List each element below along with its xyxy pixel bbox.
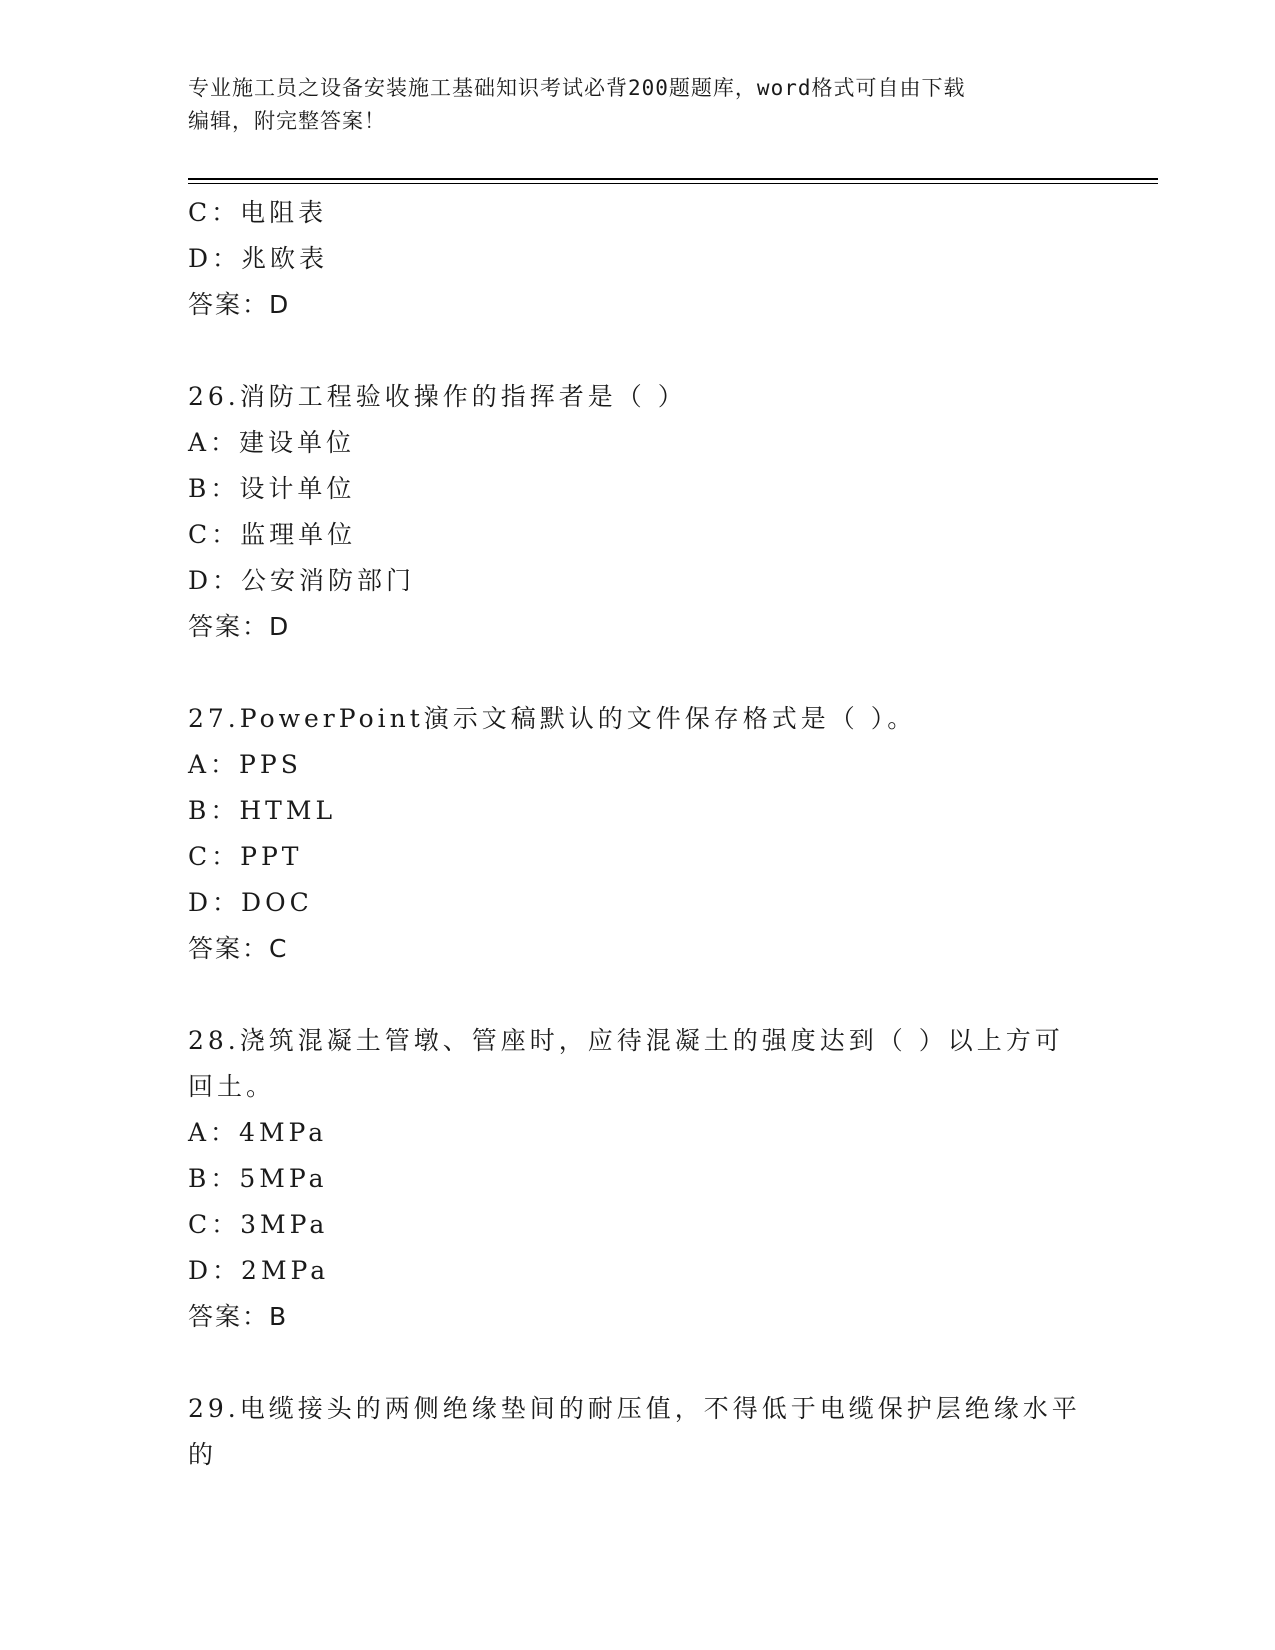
- header-line-2: 编辑，附完整答案！: [188, 109, 386, 133]
- document-header: [188, 72, 1068, 138]
- q26-option-b: B：设计单位: [188, 474, 356, 503]
- q27-option-d: D：DOC: [188, 888, 313, 917]
- q27-question: 27.PowerPoint演示文稿默认的文件保存格式是（ ）。: [188, 704, 917, 733]
- header-divider-thin: [188, 183, 1158, 184]
- q26-answer: 答案：D: [188, 612, 291, 641]
- q27-option-b: B：HTML: [188, 796, 337, 825]
- q26-option-a: A：建设单位: [188, 428, 356, 457]
- q25-answer: 答案：D: [188, 290, 291, 319]
- q28-option-a: A：4MPa: [188, 1118, 328, 1147]
- spacer: [188, 1340, 1088, 1386]
- q28-option-d: D：2MPa: [188, 1256, 330, 1285]
- q29-question-line-2: 的: [188, 1440, 218, 1469]
- q28-question-line-2: 回土。: [188, 1072, 276, 1101]
- q25-option-d: D：兆欧表: [188, 244, 329, 273]
- q27-option-a: A：PPS: [188, 750, 302, 779]
- q29-question-line-1: 29.电缆接头的两侧绝缘垫间的耐压值，不得低于电缆保护层绝缘水平: [188, 1394, 1081, 1423]
- question-27-block: [188, 696, 1088, 972]
- q28-answer: 答案：B: [188, 1302, 289, 1331]
- q26-option-c: C：监理单位: [188, 520, 357, 549]
- spacer: [188, 328, 1088, 374]
- question-29-block: [188, 1386, 1088, 1478]
- document-body: [188, 190, 1088, 1478]
- q28-question-line-1: 28.浇筑混凝土管墩、管座时，应待混凝土的强度达到（ ）以上方可: [188, 1026, 1064, 1055]
- q26-question: 26.消防工程验收操作的指挥者是（ ）: [188, 382, 687, 411]
- spacer: [188, 972, 1088, 1018]
- q26-option-d: D：公安消防部门: [188, 566, 416, 595]
- header-divider-thick: [188, 178, 1158, 180]
- question-26-block: [188, 374, 1088, 650]
- question-25-block: [188, 190, 1088, 328]
- q25-option-c: C：电阻表: [188, 198, 328, 227]
- header-line-1: 专业施工员之设备安装施工基础知识考试必背200题题库，word格式可自由下载: [188, 76, 966, 100]
- q28-option-c: C：3MPa: [188, 1210, 329, 1239]
- question-28-block: [188, 1018, 1088, 1340]
- q27-answer: 答案：C: [188, 934, 289, 963]
- spacer: [188, 650, 1088, 696]
- q28-option-b: B：5MPa: [188, 1164, 328, 1193]
- q27-option-c: C：PPT: [188, 842, 303, 871]
